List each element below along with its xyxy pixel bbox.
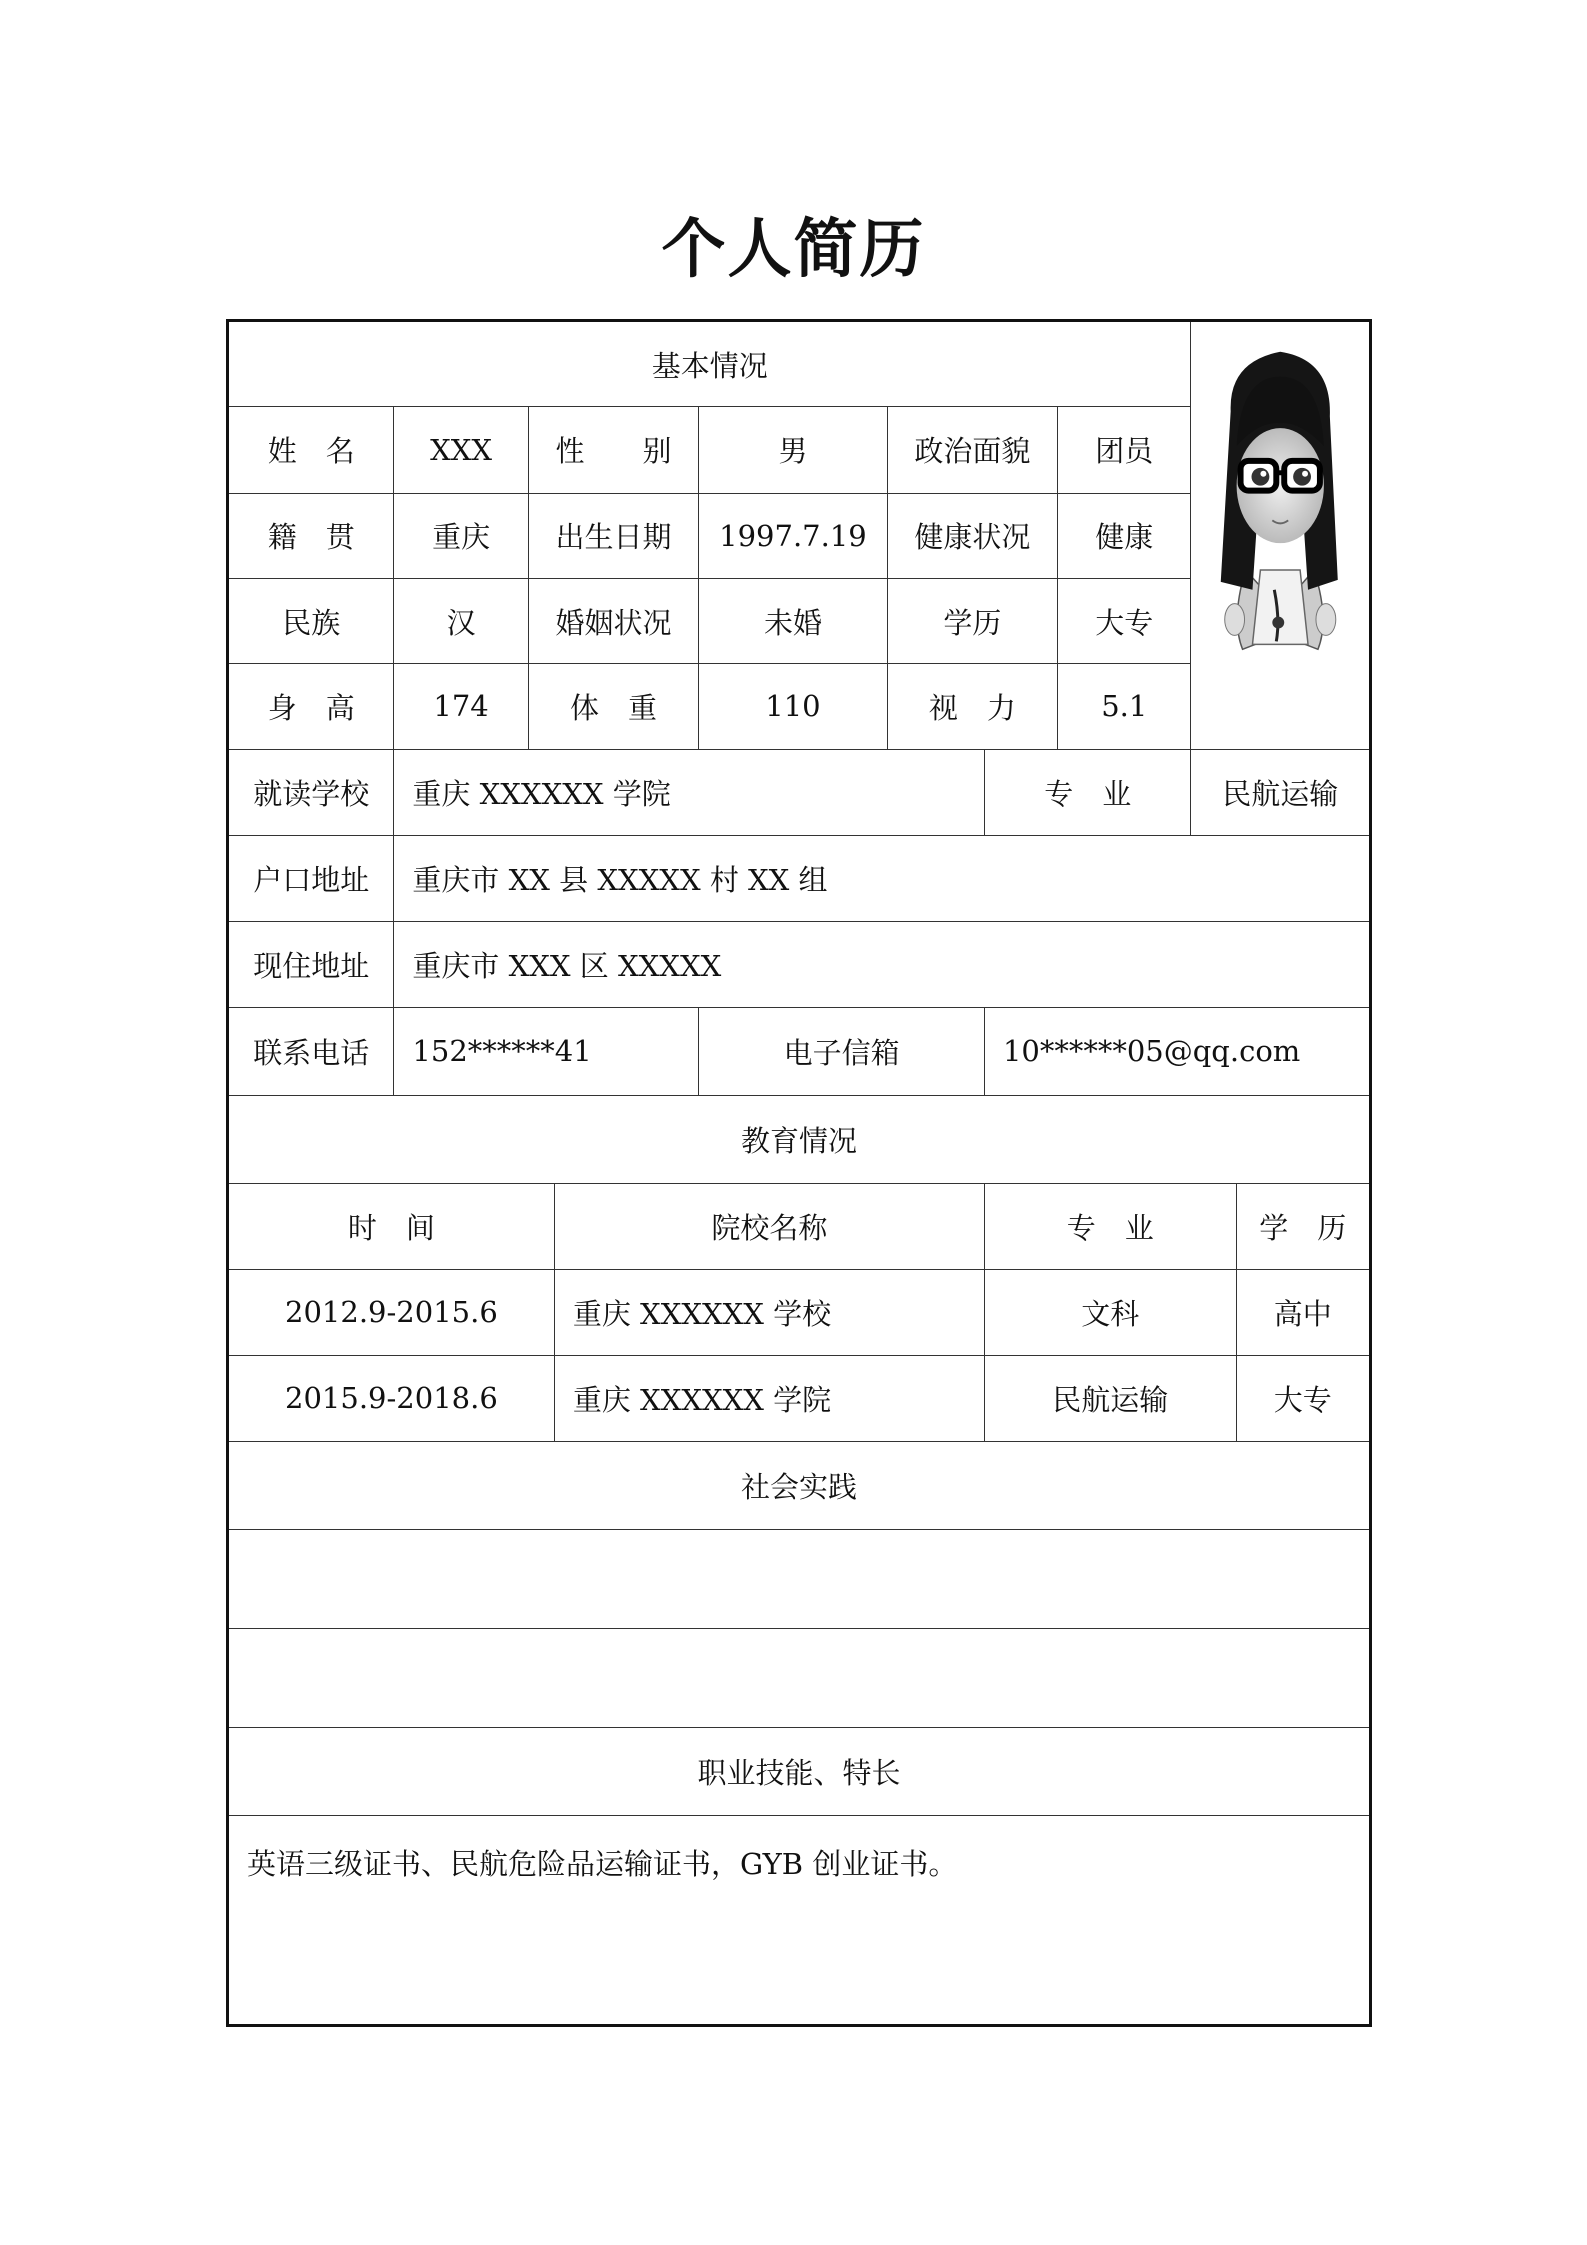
height-value: 174 xyxy=(394,664,528,749)
edu-label: 学历 xyxy=(887,578,1057,663)
name-value: XXX xyxy=(394,407,528,493)
school-row xyxy=(228,749,1371,835)
ethnic-value: 汉 xyxy=(394,578,528,663)
skills-content: 英语三级证书、民航危险品运输证书，GYB 创业证书。 xyxy=(228,1815,1371,2025)
phone-value: 152******41 xyxy=(394,1007,699,1095)
height-label: 身 高 xyxy=(228,664,394,749)
practice-content-row-1 xyxy=(228,1529,1371,1628)
edu-header-time: 时 间 xyxy=(228,1183,555,1269)
address-value: 重庆市 XXX 区 XXXXX xyxy=(394,921,1371,1007)
edu-header-major: 专 业 xyxy=(984,1183,1236,1269)
education-row xyxy=(228,1355,1371,1441)
hukou-label: 户口地址 xyxy=(228,835,394,921)
contact-row xyxy=(228,1007,1371,1095)
edu-major: 民航运输 xyxy=(984,1355,1236,1441)
gender-label: 性 别 xyxy=(528,407,698,493)
health-value: 健康 xyxy=(1058,493,1191,578)
resume-table xyxy=(226,319,1372,2027)
political-label: 政治面貌 xyxy=(887,407,1057,493)
edu-degree: 高中 xyxy=(1236,1269,1370,1355)
profile-photo xyxy=(1191,321,1371,750)
edu-value: 大专 xyxy=(1058,578,1191,663)
avatar-illustration xyxy=(1191,322,1369,749)
page-title: 个人简历 xyxy=(661,212,926,287)
hukou-row xyxy=(228,835,1371,921)
native-value: 重庆 xyxy=(394,493,528,578)
school-value: 重庆 XXXXXX 学院 xyxy=(394,749,985,835)
email-label: 电子信箱 xyxy=(699,1007,985,1095)
marital-label: 婚姻状况 xyxy=(528,578,698,663)
birth-label: 出生日期 xyxy=(528,493,698,578)
education-section-heading: 教育情况 xyxy=(228,1095,1371,1183)
weight-label: 体 重 xyxy=(528,664,698,749)
practice-content-row-2 xyxy=(228,1628,1371,1727)
hukou-value: 重庆市 XX 县 XXXXX 村 XX 组 xyxy=(394,835,1371,921)
phone-label: 联系电话 xyxy=(228,1007,394,1095)
edu-degree: 大专 xyxy=(1236,1355,1370,1441)
vision-value: 5.1 xyxy=(1058,664,1191,749)
edu-school: 重庆 XXXXXX 学校 xyxy=(554,1269,984,1355)
name-label: 姓 名 xyxy=(228,407,394,493)
major-value: 民航运输 xyxy=(1191,749,1371,835)
health-label: 健康状况 xyxy=(887,493,1057,578)
political-value: 团员 xyxy=(1058,407,1191,493)
basic-section-heading: 基本情况 xyxy=(228,321,1191,407)
native-label: 籍 贯 xyxy=(228,493,394,578)
education-row xyxy=(228,1269,1371,1355)
edu-time: 2012.9-2015.6 xyxy=(228,1269,555,1355)
education-header-row xyxy=(228,1183,1371,1269)
edu-time: 2015.9-2018.6 xyxy=(228,1355,555,1441)
marital-value: 未婚 xyxy=(699,578,887,663)
edu-header-school: 院校名称 xyxy=(554,1183,984,1269)
edu-header-degree: 学 历 xyxy=(1236,1183,1370,1269)
address-row xyxy=(228,921,1371,1007)
major-label: 专 业 xyxy=(984,749,1191,835)
address-label: 现住地址 xyxy=(228,921,394,1007)
practice-section-heading: 社会实践 xyxy=(228,1441,1371,1529)
ethnic-label: 民族 xyxy=(228,578,394,663)
weight-value: 110 xyxy=(699,664,887,749)
skills-section-heading: 职业技能、特长 xyxy=(228,1727,1371,1815)
edu-major: 文科 xyxy=(984,1269,1236,1355)
birth-value: 1997.7.19 xyxy=(699,493,887,578)
edu-school: 重庆 XXXXXX 学院 xyxy=(554,1355,984,1441)
gender-value: 男 xyxy=(699,407,887,493)
email-value: 10******05@qq.com xyxy=(984,1007,1370,1095)
school-label: 就读学校 xyxy=(228,749,394,835)
vision-label: 视 力 xyxy=(887,664,1057,749)
